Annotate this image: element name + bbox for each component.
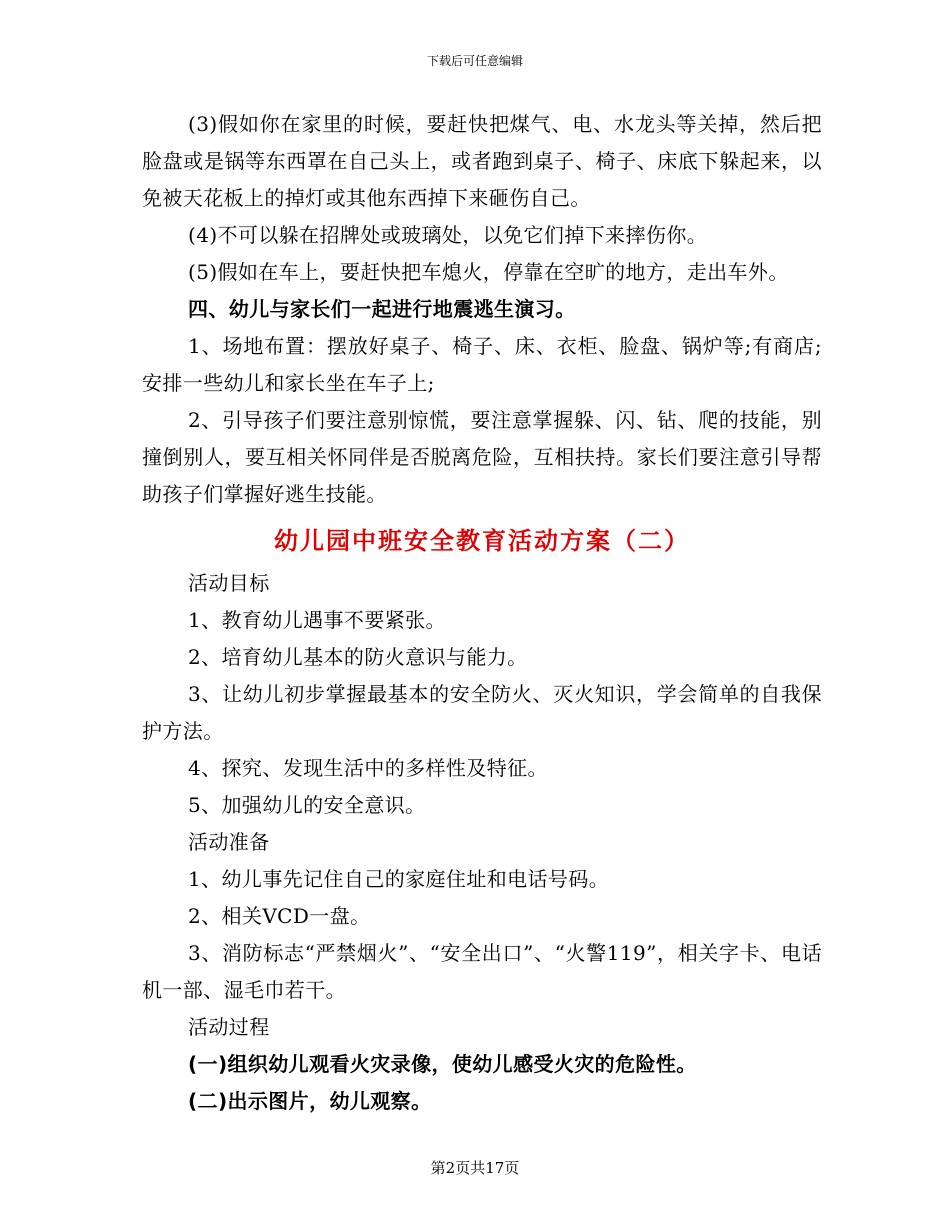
paragraph: 3、让幼儿初步掌握最基本的安全防火、灭火知识，学会简单的自我保护方法。 — [142, 682, 822, 743]
page-header: 下载后可任意编辑 — [426, 54, 523, 68]
bottom-section — [142, 565, 822, 1120]
paragraph: (4)不可以躲在招牌处或玻璃处，以免它们掉下来摔伤你。 — [188, 223, 708, 247]
paragraph: 活动准备 — [188, 830, 270, 854]
paragraph: 2、相关VCD一盘。 — [188, 904, 371, 928]
paragraph: 1、场地布置：摆放好桌子、椅子、床、衣柜、脸盘、锅炉等;有商店;安排一些幼儿和家长坐在车子上; — [142, 334, 822, 395]
paragraph: 4、探究、发现生活中的多样性及特征。 — [188, 756, 548, 780]
paragraph: 1、教育幼儿遇事不要紧张。 — [188, 608, 446, 632]
paragraph: (二)出示图片，幼儿观察。 — [188, 1089, 432, 1113]
top-section — [142, 106, 822, 513]
paragraph: 四、幼儿与家长们一起进行地震逃生演习。 — [188, 297, 576, 321]
paragraph: 5、加强幼儿的安全意识。 — [188, 793, 426, 817]
paragraph: 2、引导孩子们要注意别惊慌，要注意掌握躲、闪、钻、爬的技能，别撞倒别人，要互相关怀同伴是否脱离危险，互相扶持。家长们要注意引导帮助孩子们掌握好逃生技能。 — [142, 408, 822, 506]
paragraph: (5)假如在车上，要赶快把车熄火，停靠在空旷的地方，走出车外。 — [188, 260, 789, 284]
paragraph: (一)组织幼儿观看火灾录像，使幼儿感受火灾的危险性。 — [188, 1052, 697, 1076]
paragraph: 活动目标 — [188, 571, 270, 595]
page-footer: 第2页共17页 — [430, 1159, 520, 1177]
document-body — [142, 106, 822, 1120]
paragraph: 1、幼儿事先记住自己的家庭住址和电话号码。 — [188, 867, 610, 891]
section-title: 幼儿园中班安全教育活动方案（二） — [274, 527, 690, 555]
paragraph: 3、消防标志“严禁烟火”、“安全出口”、“火警119”，相关字卡、电话机一部、湿毛巾若干。 — [142, 941, 822, 1002]
paragraph: (3)假如你在家里的时候，要赶快把煤气、电、水龙头等关掉，然后把脸盘或是锅等东西罩在自己头上，或者跑到桌子、椅子、床底下躲起来，以免被天花板上的掉灯或其他东西掉下来砸伤自己。 — [142, 112, 822, 210]
paragraph: 2、培育幼儿基本的防火意识与能力。 — [188, 645, 528, 669]
paragraph: 活动过程 — [188, 1015, 270, 1039]
